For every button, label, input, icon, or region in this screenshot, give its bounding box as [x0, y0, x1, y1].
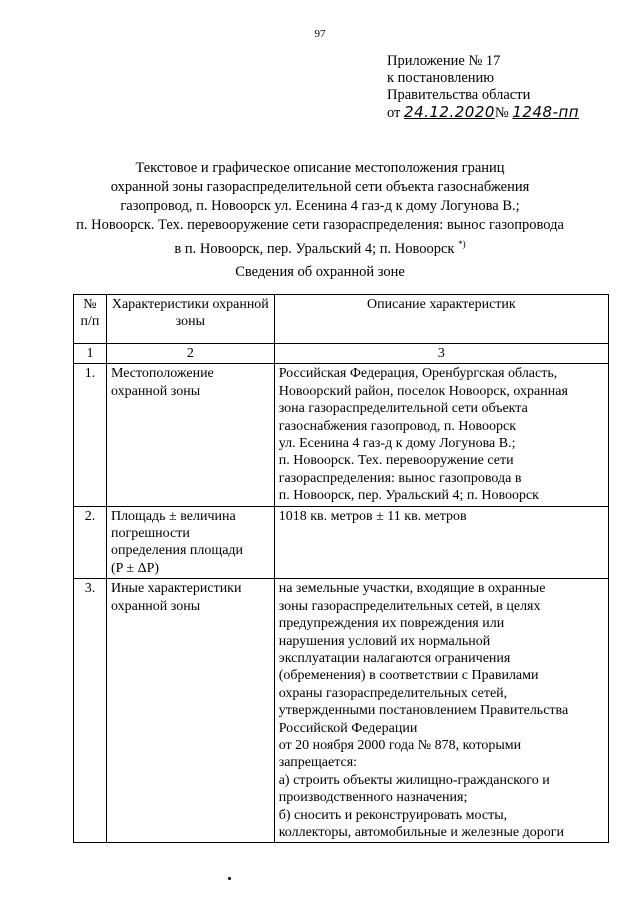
cell-line: (обременения) в соответствии с Правилами	[278, 668, 539, 684]
document-title	[60, 159, 580, 259]
cell-line: погрешности	[110, 526, 190, 542]
cell-line: предупреждения их повреждения или	[278, 616, 505, 632]
cell-line: (P ± ΔP)	[110, 560, 160, 576]
cell-line: эксплуатации налагаются ограничения	[278, 650, 511, 666]
title-line: газопровод, п. Новоорск ул. Есенина 4 газ-д к дому Логунова В.;	[120, 198, 520, 214]
cell-line: Российская Федерация, Оренбургская область,	[278, 366, 558, 382]
cell-line: на земельные участки, входящие в охранные	[278, 581, 546, 597]
cell-line: утвержденными постановлением Правительства	[278, 703, 569, 719]
cell-line: б) сносить и реконструировать мосты,	[278, 807, 508, 823]
cell-line: от 20 ноября 2000 года № 878, которыми	[278, 737, 522, 753]
cell-line: охраны газораспределительных сетей,	[278, 685, 508, 701]
protection-zone-table	[73, 294, 609, 843]
row-characteristic	[106, 506, 274, 579]
cell-line: охранной зоны	[110, 598, 201, 614]
appendix-line-2: к постановлению	[387, 70, 495, 86]
cell-line: определения площади	[110, 543, 244, 559]
title-line	[60, 235, 580, 259]
cell-line: зона газораспределительной сети объекта	[278, 401, 528, 417]
table-row	[74, 579, 609, 843]
row-number: 3.	[74, 579, 107, 843]
cell-line: зоны газораспределительных сетей, в целях	[278, 598, 541, 614]
cell-line: Площадь ± величина	[110, 508, 236, 524]
index-cell: 3	[274, 344, 608, 364]
table-header-row	[74, 295, 609, 344]
title-line: охранной зоны газораспределительной сети объекта газоснабжения	[110, 179, 530, 195]
cell-line: запрещается:	[278, 755, 358, 771]
number-sign: №	[494, 105, 509, 121]
row-characteristic	[106, 579, 274, 843]
cell-line: производственного назначения;	[278, 790, 468, 806]
row-description	[274, 364, 608, 506]
cell-line: а) строить объекты жилищно-гражданского и	[278, 772, 550, 788]
handwritten-date: 24.12.2020	[404, 103, 495, 121]
row-description	[274, 579, 608, 843]
table-row	[74, 364, 609, 506]
cell-line: газораспределения: вынос газопровода в	[278, 470, 522, 486]
title-line: Текстовое и графическое описание местоположения границ	[135, 160, 505, 176]
cell-line: ул. Есенина 4 газ-д к дому Логунова В.;	[278, 436, 516, 452]
table-index-row	[74, 344, 609, 364]
appendix-line-1: Приложение № 17	[387, 53, 501, 69]
footnote-mark: *)	[458, 239, 466, 249]
header-characteristics: Характеристики охранной зоны	[106, 295, 274, 344]
cell-line: 1018 кв. метров ± 11 кв. метров	[278, 508, 467, 524]
row-number: 2.	[74, 506, 107, 579]
cell-line: п. Новоорск, пер. Уральский 4; п. Новоорск	[278, 488, 539, 504]
title-line-text: в п. Новоорск, пер. Уральский 4; п. Новоорск	[174, 240, 455, 257]
cell-line: Новоорский район, поселок Новоорск, охранная	[278, 383, 568, 399]
index-cell: 1	[74, 344, 107, 364]
handwritten-number: 1248-пп	[512, 103, 580, 121]
cell-line: п. Новоорск. Тех. перевооружение сети	[278, 453, 514, 469]
row-characteristic	[106, 364, 274, 506]
table-row	[74, 506, 609, 579]
scan-speck	[228, 877, 231, 880]
cell-line: газоснабжения газопровод, п. Новоорск	[278, 418, 517, 434]
appendix-block	[387, 53, 579, 122]
index-cell: 2	[106, 344, 274, 364]
cell-line: коллекторы, автомобильные и железные дороги	[278, 824, 564, 840]
header-description: Описание характеристик	[274, 295, 608, 344]
cell-line: Местоположение	[110, 366, 214, 382]
appendix-line-4	[387, 104, 579, 122]
section-subheading: Сведения об охранной зоне	[235, 264, 405, 280]
header-number: № п/п	[74, 295, 107, 344]
appendix-from-label: от	[387, 105, 401, 121]
cell-line: охранной зоны	[110, 383, 201, 399]
cell-line: Российской Федерации	[278, 720, 418, 736]
title-line: п. Новоорск. Тех. перевооружение сети газораспределения: вынос газопровода	[76, 217, 564, 233]
page-number: 97	[314, 28, 326, 40]
row-description	[274, 506, 608, 579]
cell-line: нарушения условий их нормальной	[278, 633, 491, 649]
appendix-line-3: Правительства области	[387, 87, 531, 103]
cell-line: Иные характеристики	[110, 581, 242, 597]
row-number: 1.	[74, 364, 107, 506]
